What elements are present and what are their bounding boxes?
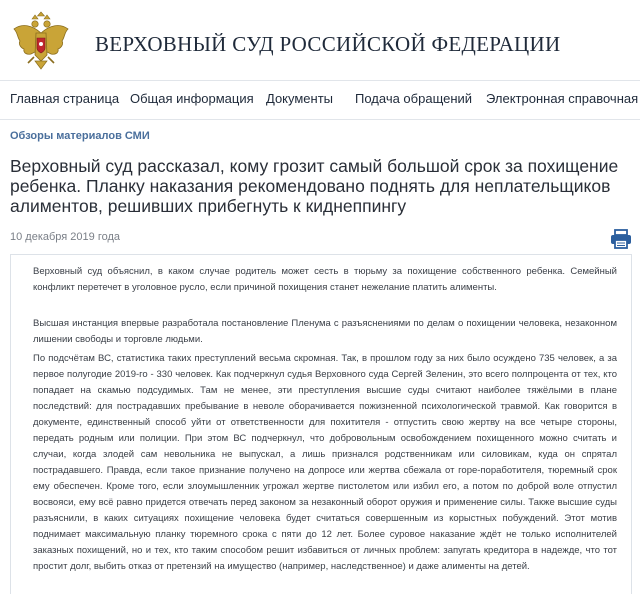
nav-item-e-reference[interactable]: Электронная справочная <box>486 91 639 106</box>
nav-item-home[interactable]: Главная страница <box>10 91 120 106</box>
site-header <box>0 0 640 80</box>
article-paragraph: Высшая инстанция впервые разработала постановление Пленума с разъяснениями по делам о похищении человека, незаконном лишении свободы и торговле людьми. <box>33 318 617 345</box>
main-navigation <box>0 80 640 120</box>
article-date: 10 декабря 2019 года <box>10 231 121 243</box>
article-paragraph: По подсчётам ВС, статистика таких преступлений весьма скромная. Так, в прошлом году за них было осуждено 735 человек, а за первое полугодие 2019-го - 330 человек. Как подчеркнул судья Верховного суда Сергей Зеленин, это всего полпроцента от тех, кто попадает на скамью подсудимых. Там не менее, эти преступления высшие суды считают наиболее тяжёлыми в плане последствий: для пострадавших пребывание в неволе оборачивается пожизненной психологической травмой. Как говорится в документе, единственный способ уйти от ответственности для похитителя - отпустить свою жертву на все четыре стороны, передать родным или полиции. При этом ВС подчеркнул, что добровольным освобождением похищенного можно считать и случаи, когда злодей сам невольника не выпускал, а лишь признался родственникам или силовикам, куда он спрятал пострадавшего. Правда, если такое признание получено на допросе или жертва сбежала от горе-поработителя, тюремный срок ему обеспечен. Кроме того, если злоумышленник угрожал жертве пистолетом или избил его, а потом по доброй воле отпустил восвояси, ему всё равно придется отвечать перед законом за незаконный оборот оружия и применение силы. Также высшие суды разъяснили, в каких ситуациях похищение человека будет считаться совершенным из корыстных побуждений. Этот мотив поднимает максимальную планку тюремного срока с пяти до 12 лет. Более суровое наказание ждёт не только исполнителей заказных похищений, но и тех, кто таким способом решит избавиться от личных проблем: запугать кредитора в надежде, что тот простит долг, выбить отказ от претензий на имущество (например, наследственное) и даже алименты на детей. <box>33 353 617 572</box>
site-title[interactable]: ВЕРХОВНЫЙ СУД РОССИЙСКОЙ ФЕДЕРАЦИИ <box>95 32 561 56</box>
nav-item-appeals[interactable]: Подача обращений <box>355 91 473 106</box>
article-paragraph: Верховный суд объяснил, в каком случае родитель может сесть в тюрьму за похищение собственного ребенка. Семейный конфликт перетечет в уголовное русло, если причиной похищения станет нежелание платить алименты. <box>33 266 617 293</box>
emblem-icon[interactable] <box>10 11 72 73</box>
nav-item-general-info[interactable]: Общая информация <box>130 91 254 106</box>
printer-icon[interactable] <box>610 229 632 249</box>
article-title: Верховный суд рассказал, кому грозит самый большой срок за похищение ребенка. Планку наказания рекомендовано поднять для неплательщиков алиментов, решивших прибегнуть к киднеппингу <box>10 156 619 216</box>
article-body <box>10 254 632 594</box>
nav-item-documents[interactable]: Документы <box>266 91 334 106</box>
article-category-link[interactable]: Обзоры материалов СМИ <box>10 130 150 142</box>
